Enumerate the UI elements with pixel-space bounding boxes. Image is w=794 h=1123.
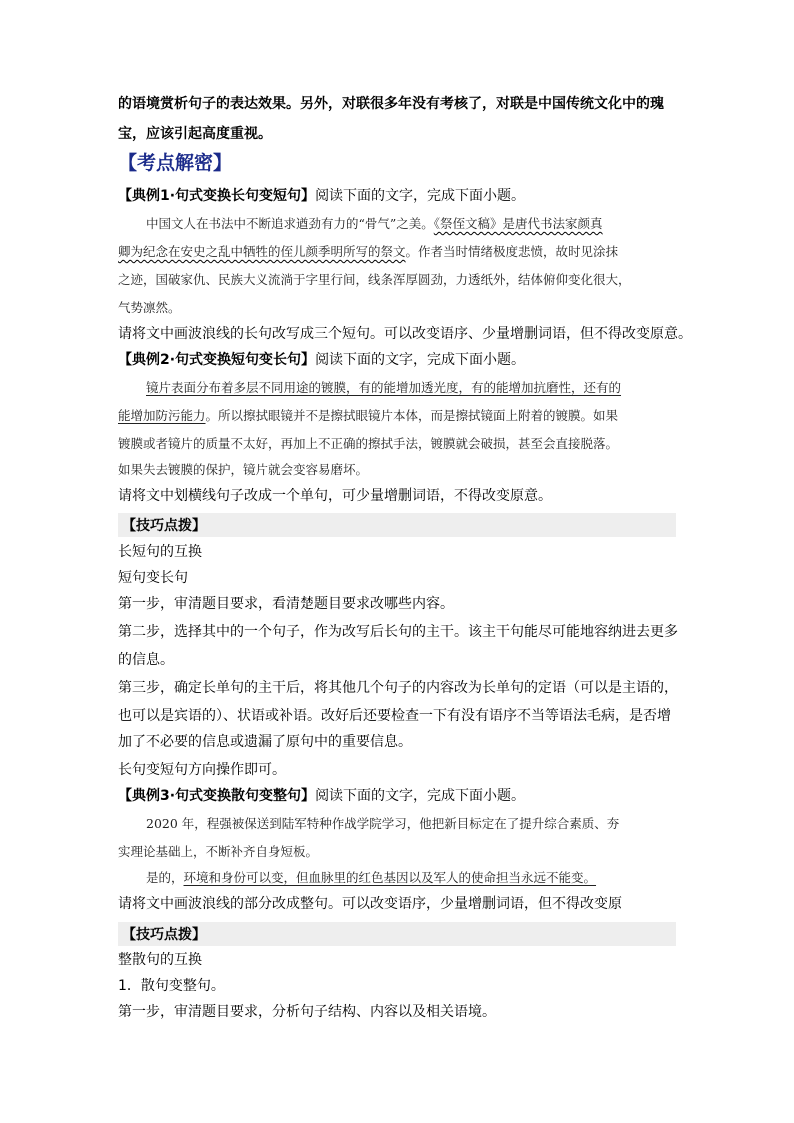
underlined-text: 能增加防污能力 [118,408,206,423]
example-2-passage-line-2 [118,406,618,426]
tips-bar-1 [118,513,676,537]
tips-1-line-4: 第二步，选择其中的一个句子，作为改写后长句的主干。该主干句能尽可能地容纳进去更多 [118,624,678,640]
example-2-heading [118,350,525,370]
example-3-title: 【典例3·句式变换散句变整句】 [118,788,316,804]
example-1-title: 【典例1·句式变换长句变短句】 [118,188,316,204]
passage-text: 。作者当时情绪极度悲愤，故时见涂抹 [405,244,619,259]
section-title: 【考点解密】 [118,152,233,174]
example-2-instruction: 阅读下面的文字，完成下面小题。 [315,352,526,368]
example-2-passage-line-1 [146,378,621,398]
example-1-passage-line-2 [118,242,618,262]
example-1-instruction: 阅读下面的文字，完成下面小题。 [315,188,526,204]
example-2-title: 【典例2·句式变换短句变长句】 [118,352,316,368]
intro-line-1: 的语境赏析句子的表达效果。另外，对联很多年没有考核了，对联是中国传统文化中的瑰 [118,96,664,112]
tips-2-line-1: 整散句的互换 [118,952,202,968]
tips-2-line-3: 第一步，审清题目要求，分析句子结构、内容以及相关语境。 [118,1004,496,1020]
example-2-passage-line-3: 镀膜或者镜片的质量不太好，再加上不正确的擦拭手法，镀膜就会破损，甚至会直接脱落。 [118,436,619,451]
tips-1-line-9: 长句变短句方向操作即可。 [118,762,286,778]
example-2-passage-line-4: 如果失去镀膜的保护，镜片就会变容易磨坏。 [118,462,369,477]
example-2-question: 请将文中划横线句子改成一个单句，可少量增删词语，不得改变原意。 [118,488,552,504]
tips-1-line-2: 短句变长句 [118,570,188,586]
underlined-text: 环境和身份可以变，但血脉里的红色基因以及军人的使命担当永远不能变。 [183,870,597,885]
example-3-passage-line-1: 2020 年，程强被保送到陆军特种作战学院学习，他把新目标定在了提升综合素质、夯 [146,816,620,831]
tips-bar-2 [118,922,676,946]
tips-1-line-1: 长短句的互换 [118,544,202,560]
example-3-passage-line-3 [146,868,596,888]
example-1-question: 请将文中画波浪线的长句改写成三个短句。可以改变语序、少量增删词语，但不得改变原意。 [118,326,692,342]
tips-2-line-2: 1．散句变整句。 [118,978,225,994]
underlined-text: 镜片表面分布着多层不同用途的镀膜，有的能增加透光度，有的能增加抗磨性，还有的 [146,380,622,395]
tips-1-line-8: 加了不必要的信息或遗漏了原句中的重要信息。 [118,734,412,750]
example-1-passage-line-4: 气势凛然。 [118,300,181,315]
passage-text: 中国文人在书法中不断追求遒劲有力的“骨气”之美。 [146,216,434,231]
passage-text: 。所以擦拭眼镜并不是擦拭眼镜片本体，而是擦拭镜面上附着的镀膜。如果 [205,408,619,423]
tips-bar-label: 【技巧点拨】 [122,927,206,943]
passage-text: 是的， [146,870,184,885]
wavy-underlined-text: 《祭侄文稿》是唐代书法家颜真 [433,216,603,231]
tips-1-line-7: 也可以是宾语的）、状语或补语。改好后还要检查一下有没有语序不当等语法毛病，是否增 [118,708,671,724]
intro-line-2: 宝，应该引起高度重视。 [118,126,272,142]
example-3-instruction: 阅读下面的文字，完成下面小题。 [315,788,526,804]
example-1-passage-line-1 [146,214,603,234]
example-1-heading [118,186,525,206]
tips-1-line-3: 第一步，审清题目要求，看清楚题目要求改哪些内容。 [118,596,454,612]
example-3-heading [118,786,525,806]
tips-bar-label: 【技巧点拨】 [122,518,206,534]
tips-1-line-5: 的信息。 [118,652,174,668]
tips-1-line-6: 第三步，确定长单句的主干后，将其他几个句子的内容改为长单句的定语（可以是主语的， [118,680,678,696]
example-3-question: 请将文中画波浪线的部分改成整句。可以改变语序，少量增删词语，但不得改变原 [118,896,622,912]
example-1-passage-line-3: 之迹，国破家仇、民族大义流淌于字里行间，线条浑厚圆劲，力透纸外，结体俯仰变化很大， [118,272,631,287]
example-3-passage-line-2: 实理论基础上，不断补齐自身短板。 [118,844,319,859]
wavy-underlined-text: 卿为纪念在安史之乱中牺牲的侄儿颜季明所写的祭文 [118,244,406,259]
